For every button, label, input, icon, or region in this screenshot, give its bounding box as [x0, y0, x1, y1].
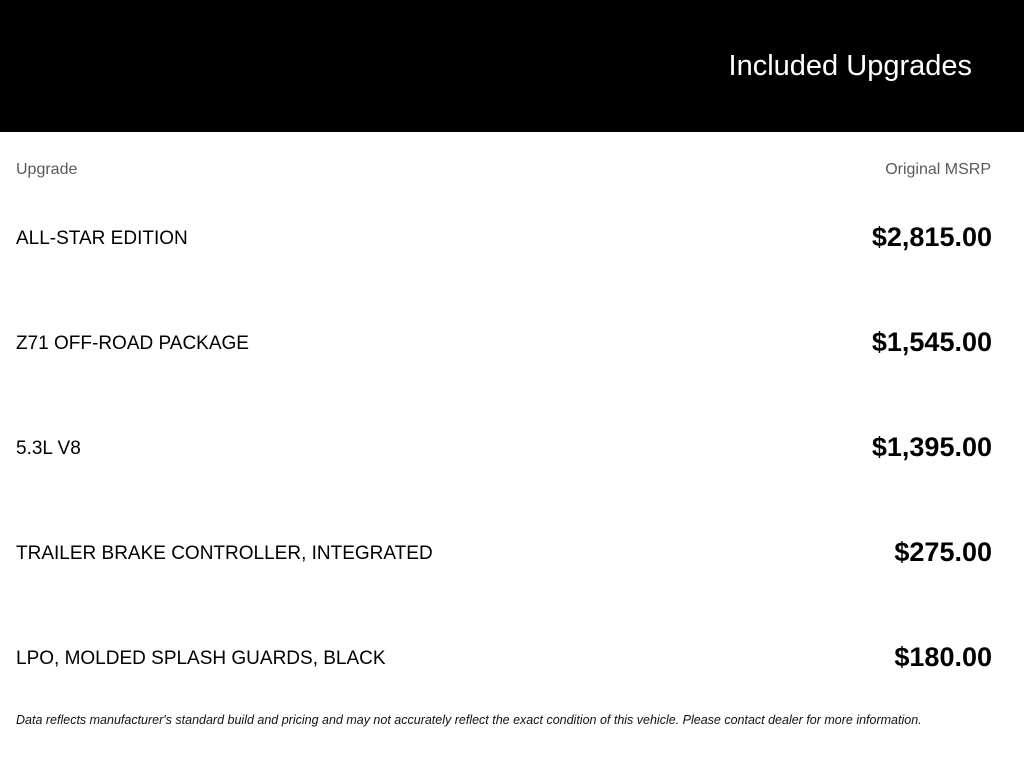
upgrade-name: ALL-STAR EDITION [16, 228, 188, 249]
upgrade-row [16, 395, 992, 500]
upgrades-list [16, 185, 992, 710]
column-header-msrp: Original MSRP [885, 161, 991, 178]
upgrade-row [16, 185, 992, 290]
upgrade-price: $275.00 [894, 537, 992, 567]
upgrade-name: TRAILER BRAKE CONTROLLER, INTEGRATED [16, 543, 433, 564]
disclaimer-text: Data reflects manufacturer's standard build and pricing and may not accurately reflect the exact condition of this vehicle. Please contact dealer for more information. [16, 713, 922, 727]
upgrade-name: 5.3L V8 [16, 438, 81, 459]
upgrade-price: $1,545.00 [871, 327, 992, 357]
upgrade-name: LPO, MOLDED SPLASH GUARDS, BLACK [16, 648, 386, 669]
upgrade-name: Z71 OFF-ROAD PACKAGE [16, 333, 249, 354]
upgrade-price: $180.00 [894, 642, 992, 672]
upgrade-price: $1,395.00 [871, 432, 992, 462]
column-header-upgrade: Upgrade [16, 161, 78, 178]
upgrade-price: $2,815.00 [871, 222, 992, 252]
upgrade-row [16, 605, 992, 710]
page-title: Included Upgrades [728, 50, 972, 82]
upgrade-row [16, 500, 992, 605]
upgrade-row [16, 290, 992, 395]
page-header [0, 0, 1024, 132]
